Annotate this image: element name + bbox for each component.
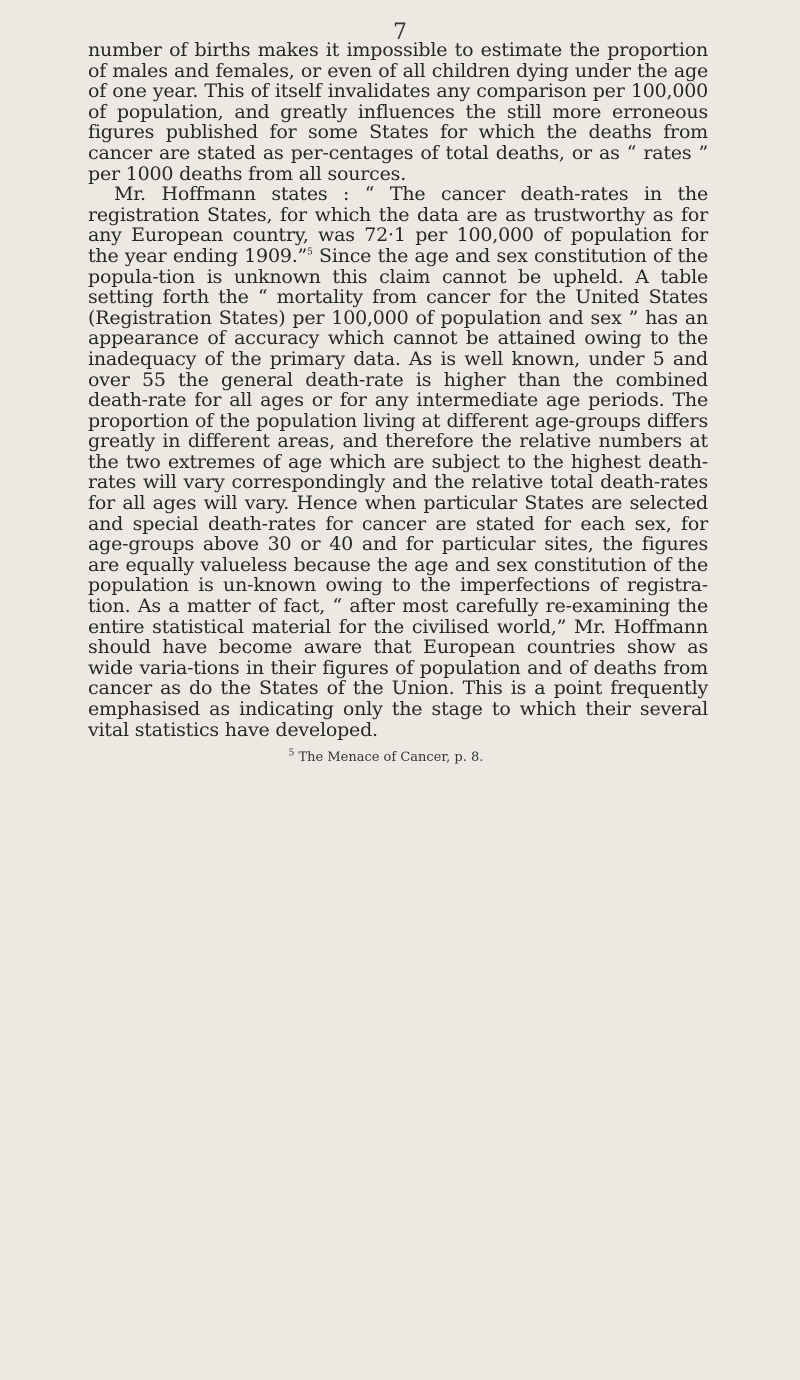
footnote-reference: 5 (307, 247, 313, 258)
paragraph-text-part1: number of births makes it impossible to estimate the proportion of males and females, or even of all children dying under the age of one year. This of itself invalidates any comparison per 100,000 of population, and greatly influences the still more erroneous figures published for some States for which the deaths from cancer are stated as per-centages of total deaths, or as “ rates ” per 1000 deaths from all sources. (88, 39, 708, 185)
paragraph-text-part3: Since the age and sex constitution of the popula-tion is unknown this claim cannot be upheld. A table setting forth the “ mortality from cancer for the United States (Registration States) per 100,000 of population and sex ” has an appearance of accuracy which cannot be attained owing to the inadequacy of the primary data. As is well known, under 5 and over 55 the general death-rate is higher than the combined death-rate for all ages or for any intermediate age periods. The proportion of the population living at different age-groups differs greatly in different areas, and therefore the relative numbers at the two extremes of age which are subject to the highest death-rates will vary correspondingly and the relative total death-rates for all ages will vary. Hence when particular States are selected and special death-rates for cancer are stated for each sex, for age-groups above 30 or 40 and for particular sites, the figures are equally valueless because the age and sex constitution of the population is un-known owing to the imperfections of registra-tion. As a matter of fact, “ after most carefully re-examining the entire statistical material for the civilised world,” Mr. Hoffmann should have become aware that European countries show as wide varia-tions in their figures of population and of deaths from cancer as do the States of the Union. This is a point frequently emphasised as indicating only the stage to which their several vital statistics have developed. (88, 244, 708, 741)
footnote-mark: 5 (288, 748, 295, 759)
footnote (88, 750, 708, 766)
footnote-text: The Menace of Cancer, p. 8. (298, 750, 484, 766)
page-number: 7 (393, 20, 407, 45)
paragraph-text-part2: Mr. Hoffmann states : “ The cancer death-rates in the registration States, for which the data are as trustworthy as for any European country, was 72·1 per 100,000 of population for the year ending 1909.” (88, 183, 708, 267)
page-body (88, 40, 708, 766)
body-paragraph (88, 40, 708, 740)
